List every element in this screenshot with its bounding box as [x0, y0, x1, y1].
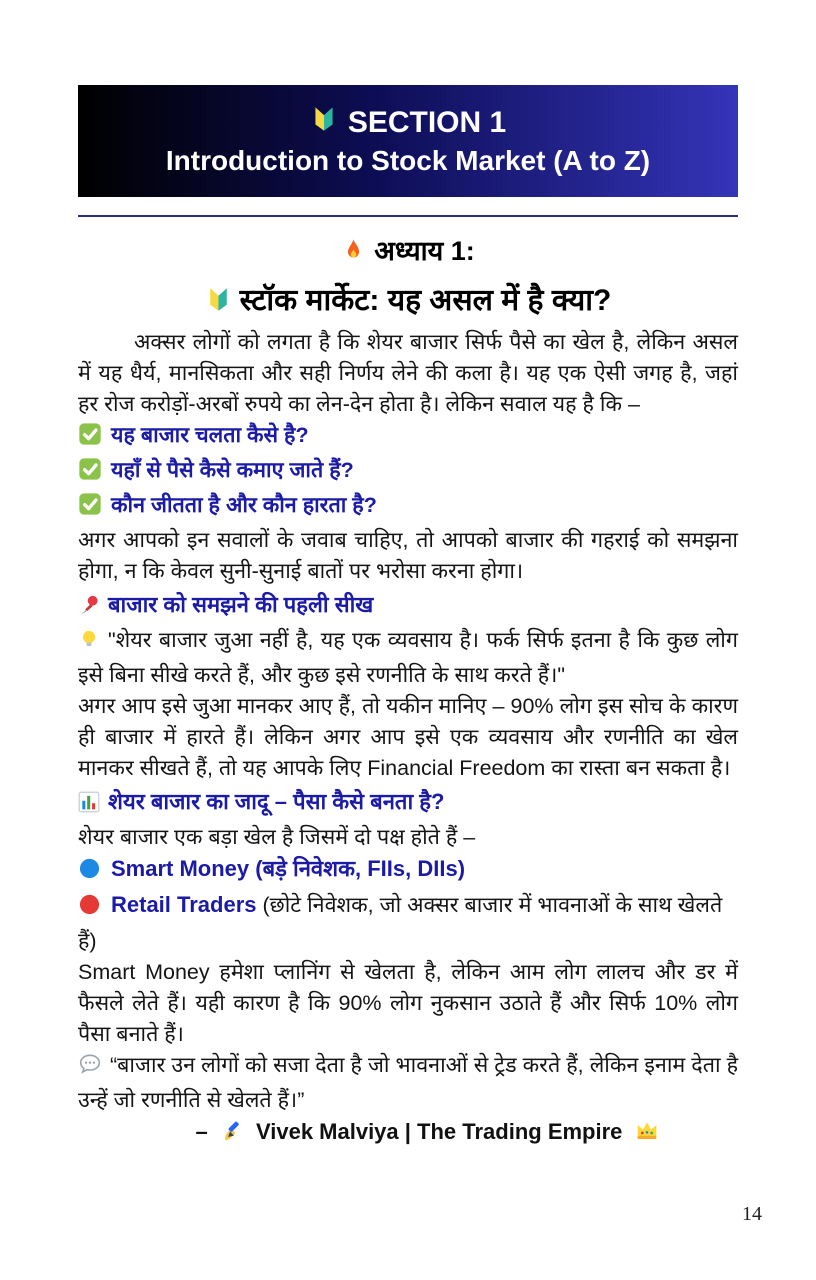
chapter-title: स्टॉक मार्केट: यह असल में है क्या?: [239, 284, 612, 317]
answer-paragraph: अगर आपको इन सवालों के जवाब चाहिए, तो आपको बाजार की गहराई को समझना होगा, न कि केवल सुनी-सुनाई बातों पर भरोसा करना होगा।: [78, 528, 738, 583]
question-text: यह बाजार चलता कैसे है?: [111, 423, 309, 447]
bulb-icon: [78, 629, 100, 660]
signature-text: Vivek Malviya | The Trading Empire: [255, 1119, 623, 1144]
smart-money-label: Smart Money (बड़े निवेशक, FIIs, DIIs): [111, 856, 466, 881]
smart-money-line: [78, 853, 738, 889]
market-magic-heading: शेयर बाजार का जादू – पैसा कैसे बनता है?: [108, 789, 445, 814]
question-line: [78, 455, 738, 490]
question-text: यहाँ से पैसे कैसे कमाए जाते हैं?: [111, 458, 354, 482]
smart-money-paragraph: Smart Money हमेशा प्लानिंग से खेलता है, लेकिन आम लोग लालच और डर में फैसले लेते हैं। यही कारण है कि 90% लोग नुकसान उठाते हैं और सिर्फ 10% लोग पैसा बनाते हैं।: [78, 960, 738, 1046]
question-line: [78, 420, 738, 455]
first-lesson-heading-row: [78, 589, 738, 625]
check-icon: [78, 457, 102, 490]
beginner-icon: [310, 105, 338, 141]
lesson-quote-text: "शेयर बाजार जुआ नहीं है, यह एक व्यवसाय है। फर्क सिर्फ इतना है कि कुछ लोग इसे बिना सीखे करते हैं, और कुछ इसे रणनीति के साथ करते हैं।": [78, 628, 738, 687]
chapter-title-row: [78, 278, 738, 321]
chapter-heading: अध्याय 1:: [374, 236, 475, 266]
section-subtitle: Introduction to Stock Market (A to Z): [165, 145, 651, 176]
lesson-quote: [78, 625, 738, 691]
signature-line: [78, 1119, 738, 1149]
intro-paragraph: अक्सर लोगों को लगता है कि शेयर बाजार सिर्फ पैसे का खेल है, लेकिन असल में यह धैर्य, मानसिकता और सही निर्णय लेने की कला है। यह एक ऐसी जगह है, जहां हर रोज करोड़ों-अरबों रुपये का लेन-देन होता है। लेकिन सवाल यह है कि –: [78, 330, 738, 416]
blue-circle-icon: [78, 857, 101, 889]
retail-traders-description: (छोटे निवेशक, जो अक्सर बाजार में भावनाओं के साथ खेलते हैं): [78, 893, 723, 953]
section-banner: [78, 85, 738, 197]
bar-chart-icon: [78, 790, 100, 822]
crown-icon: [635, 1119, 659, 1149]
red-circle-icon: [78, 893, 101, 925]
check-icon: [78, 422, 102, 455]
pushpin-icon: [78, 593, 100, 625]
page-number: 14: [742, 1203, 762, 1225]
speech-balloon-icon: [78, 1052, 102, 1085]
section-title: SECTION 1: [347, 106, 507, 139]
first-lesson-paragraph: अगर आप इसे जुआ मानकर आए हैं, तो यकीन मानिए – 90% लोग इस सोच के कारण ही बाजार में हारते हैं। लेकिन अगर आप इसे एक व्यवसाय और रणनीति का खेल मानकर सीखते हैं, तो यह आपके लिए Financial Freedom का रास्ता बन सकता है।: [78, 694, 738, 780]
two-sides-intro: शेयर बाजार एक बड़ा खेल है जिसमें दो पक्ष होते हैं –: [78, 825, 476, 849]
closing-quote-text: “बाजार उन लोगों को सजा देता है जो भावनाओं से ट्रेड करते हैं, लेकिन इनाम देता है उन्हें जो रणनीति से खेलते हैं।”: [78, 1053, 738, 1112]
question-text: कौन जीतता है और कौन हारता है?: [111, 493, 377, 517]
header-divider: [78, 215, 738, 217]
chapter-heading-row: [78, 231, 738, 270]
fire-icon: [341, 238, 366, 270]
question-line: [78, 490, 738, 525]
retail-traders-line: [78, 889, 738, 957]
market-magic-heading-row: [78, 786, 738, 822]
signature-dash: –: [195, 1119, 208, 1144]
beginner-icon: [205, 286, 232, 321]
writing-hand-icon: [220, 1119, 244, 1149]
section-title-row: [310, 105, 506, 141]
retail-traders-label: Retail Traders: [111, 892, 257, 917]
check-icon: [78, 492, 102, 525]
closing-quote: [78, 1050, 738, 1116]
first-lesson-heading: बाजार को समझने की पहली सीख: [108, 592, 374, 617]
